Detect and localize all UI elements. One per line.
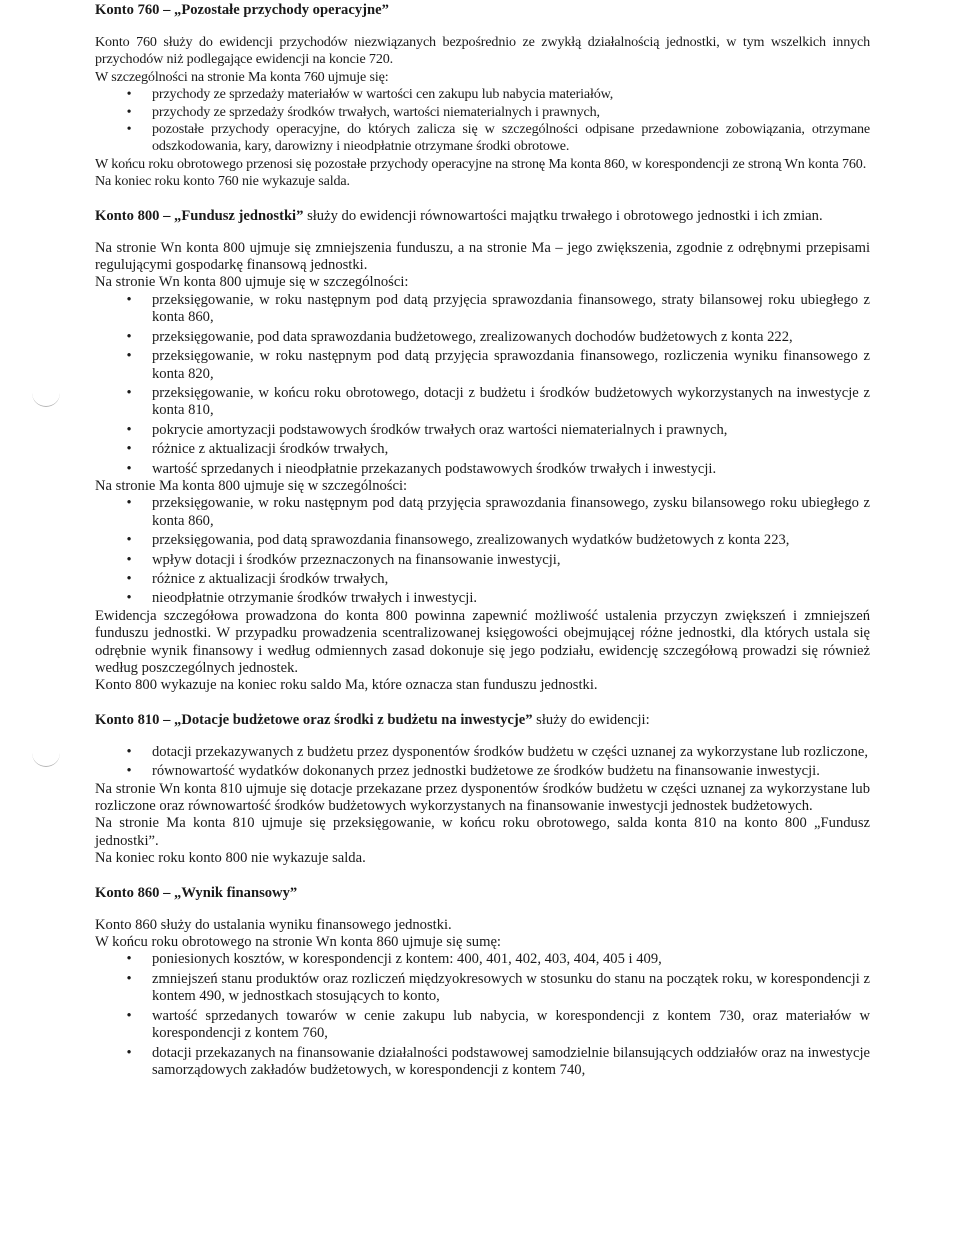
list-item: • dotacji przekazywanych z budżetu przez dysponentów środków budżetu w części uznanej za wykorzystane lub rozliczone, <box>126 743 869 760</box>
bullet-icon: • <box>126 460 132 477</box>
paragraph: Konto 760 służy do ewidencji przychodów niezwiązanych bezpośrednio ze zwykłą działalnością jednostki, w tym wszelkich innych przychodów niż podlegające ewidencji na koncie 720. <box>95 34 870 68</box>
list-item: • przeksięgowanie, w roku następnym pod datą przyjęcia sprawozdania finansowego, straty bilansowej roku ubiegłego z konta 860, <box>126 291 870 326</box>
paragraph: W końcu roku obrotowego przenosi się pozostałe przychody operacyjne na stronę Ma konta 860, w korespondencji ze stroną Wn konta 760. <box>95 155 867 172</box>
list-item: • pozostałe przychody operacyjne, do których zalicza się w szczególności odpisane przedawnione zobowiązania, otrzymane odszkodowania, kary, darowizny i nieodpłatnie otrzymane środki obrotowe. <box>126 121 870 155</box>
paragraph: Ewidencja szczegółowa prowadzona do konta 800 powinna zapewnić możliwość ustalenia przyczyn zwiększeń i zmniejszeń funduszu jednostki. W przypadku prowadzenia scentralizowanej księgowości obejmującej różne jednostki, dla których ustala się odrębnie wynik finansowy i według odmiennych zasad dokonuje się jego podziału, ewidencję szczegółową prowadzi się również według poszczególnych jednostek. <box>95 607 870 676</box>
section-konto-800 <box>95 208 870 695</box>
bullet-icon: • <box>126 590 132 607</box>
list-item: • wpływ dotacji i środków przeznaczonych na finansowanie inwestycji, <box>126 551 561 568</box>
paragraph: Na stronie Wn konta 800 ujmuje się w szczególności: <box>95 274 409 291</box>
list-item: • różnice z aktualizacji środków trwałych, <box>126 570 389 587</box>
paragraph: Konto 800 wykazuje na koniec roku saldo Ma, które oznacza stan funduszu jednostki. <box>95 677 598 694</box>
list-item: • wartość sprzedanych towarów w cenie zakupu lub nabycia, w korespondencji z kontem 730, oraz materiałów w korespondencji z kontem 760, <box>126 1007 870 1042</box>
bullet-list <box>95 744 870 781</box>
bullet-icon: • <box>126 103 132 120</box>
bullet-icon: • <box>126 348 132 365</box>
bullet-icon: • <box>126 551 132 568</box>
bullet-icon: • <box>126 570 132 587</box>
bullet-icon: • <box>126 951 132 968</box>
bullet-icon: • <box>126 384 132 401</box>
section-title: Konto 860 – „Wynik finansowy” <box>95 884 298 901</box>
section-konto-860 <box>95 885 870 1080</box>
bullet-list <box>95 951 870 1079</box>
section-title: Konto 810 – „Dotacje budżetowe oraz środki z budżetu na inwestycje” <box>95 711 533 728</box>
paragraph: Na stronie Ma konta 810 ujmuje się przeksięgowanie, w końcu roku obrotowego, salda konta 810 na konto 800 „Fundusz jednostki”. <box>95 815 870 849</box>
bullet-icon: • <box>126 532 132 549</box>
bullet-icon: • <box>126 421 132 438</box>
bullet-icon: • <box>126 1044 132 1061</box>
list-item: • przeksięgowanie, w roku następnym pod datą przyjęcia sprawozdania finansowego, rozliczenia wyniku finansowego z konta 820, <box>126 348 870 382</box>
section-title-suffix: służy do ewidencji równowartości majątku trwałego i obrotowego jednostki i ich zmian. <box>303 207 823 224</box>
bullet-list <box>95 292 870 478</box>
bullet-icon: • <box>126 1007 132 1024</box>
list-item: • pokrycie amortyzacji podstawowych środków trwałych oraz wartości niematerialnych i prawnych, <box>126 421 728 438</box>
list-item: • przeksięgowanie, pod data sprawozdania budżetowego, zrealizowanych dochodów budżetowych z konta 222, <box>126 328 793 345</box>
document-page <box>95 2 870 1079</box>
list-item: • poniesionych kosztów, w korespondencji z kontem: 400, 401, 402, 403, 404, 405 i 409, <box>126 951 662 968</box>
bullet-icon: • <box>126 743 132 760</box>
list-item: • dotacji przekazanych na finansowanie działalności podstawowej samodzielnie bilansujących oddziałów oraz na inwestycje samorządowych zakładów budżetowych, w korespondencji z kontem 740, <box>126 1044 870 1078</box>
section-konto-760 <box>95 2 870 191</box>
paragraph: Na stronie Ma konta 800 ujmuje się w szczególności: <box>95 477 408 494</box>
bullet-list <box>95 495 870 607</box>
list-item: • przychody ze sprzedaży materiałów w wartości cen zakupu lub nabycia materiałów, <box>126 86 614 103</box>
bullet-list <box>95 86 870 156</box>
bullet-icon: • <box>126 86 132 103</box>
paragraph: W szczególności na stronie Ma konta 760 ujmuje się: <box>95 68 389 85</box>
section-title: Konto 760 – „Pozostałe przychody operacyjne” <box>95 2 389 18</box>
section-konto-810 <box>95 712 870 868</box>
paragraph: Na koniec roku konto 760 nie wykazuje salda. <box>95 173 350 190</box>
bullet-icon: • <box>126 121 132 138</box>
bullet-icon: • <box>126 291 132 308</box>
list-item: • różnice z aktualizacji środków trwałych, <box>126 441 389 458</box>
list-item: • przeksięgowanie, w końcu roku obrotowego, dotacji z budżetu i środków budżetowych wykorzystanych na inwestycje z konta 810, <box>126 384 870 419</box>
bullet-icon: • <box>126 970 132 987</box>
paragraph: Na koniec roku konto 800 nie wykazuje salda. <box>95 850 366 867</box>
section-title: Konto 800 – „Fundusz jednostki” <box>95 207 304 224</box>
list-item: • zmniejszeń stanu produktów oraz rozliczeń międzyokresowych w stosunku do stanu na początek roku, w korespondencji z kontem 490, w jednostkach stosujących to konto, <box>126 970 870 1005</box>
scan-mark <box>32 392 60 407</box>
paragraph: Na stronie Wn konta 810 ujmuje się dotacje przekazane przez dysponentów środków budżetu w części uznanej za wykorzystane lub rozliczone oraz równowartość środków budżetowych wykorzystanych na finansowanie inwestycji jednostek budżetowych. <box>95 780 870 815</box>
scan-mark <box>32 752 60 767</box>
section-title-suffix: służy do ewidencji: <box>532 711 650 728</box>
bullet-icon: • <box>126 441 132 458</box>
bullet-icon: • <box>126 763 132 780</box>
list-item: • przychody ze sprzedaży środków trwałych, wartości niematerialnych i prawnych, <box>126 103 600 120</box>
list-item: • przeksięgowanie, w roku następnym pod datą przyjęcia sprawozdania finansowego, zysku bilansowego roku ubiegłego z konta 860, <box>126 495 870 529</box>
paragraph: W końcu roku obrotowego na stronie Wn konta 860 ujmuje się sumę: <box>95 934 501 951</box>
list-item: • nieodpłatnie otrzymanie środków trwałych i inwestycji. <box>126 590 478 607</box>
bullet-icon: • <box>126 328 132 345</box>
paragraph: Konto 860 służy do ustalania wyniku finansowego jednostki. <box>95 916 452 933</box>
list-item: • równowartość wydatków dokonanych przez jednostki budżetowe ze środków budżetu na finansowanie inwestycji. <box>126 763 820 780</box>
bullet-icon: • <box>126 495 132 512</box>
list-item: • wartość sprzedanych i nieodpłatnie przekazanych podstawowych środków trwałych i inwestycji. <box>126 460 717 477</box>
paragraph: Na stronie Wn konta 800 ujmuje się zmniejszenia funduszu, a na stronie Ma – jego zwiększenia, zgodnie z odrębnymi przepisami regulującymi gospodarkę finansową jednostki. <box>95 239 870 274</box>
list-item: • przeksięgowania, pod datą sprawozdania finansowego, zrealizowanych wydatków budżetowych z konta 223, <box>126 532 790 549</box>
